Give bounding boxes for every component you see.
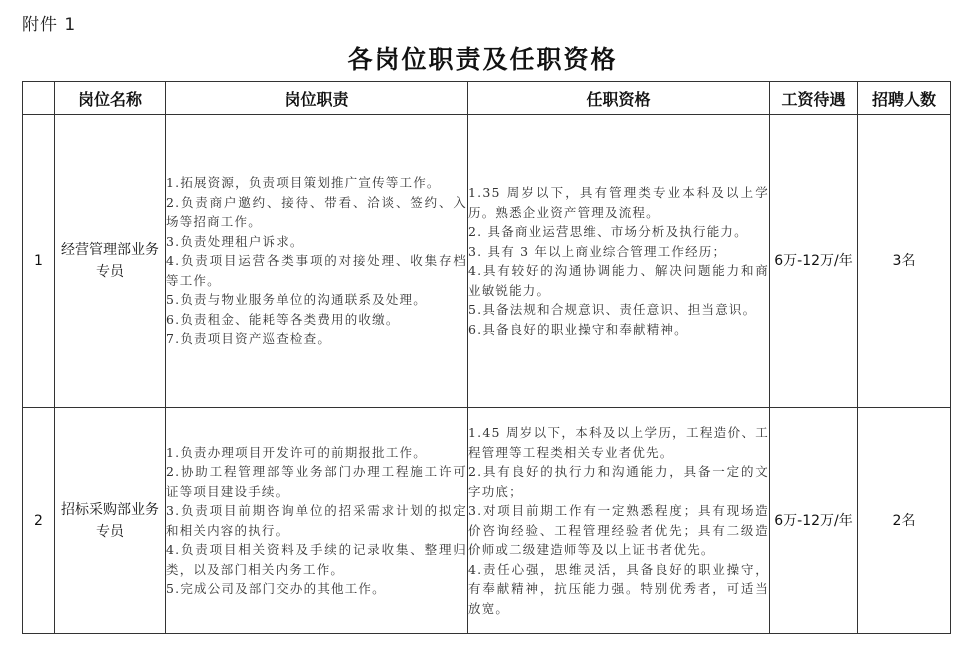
job-table xyxy=(22,81,951,634)
qualification-item: 2.具有良好的执行力和沟通能力，具备一定的文字功底； xyxy=(468,464,769,499)
duty-item: 5.完成公司及部门交办的其他工作。 xyxy=(166,581,386,596)
qualifications-list xyxy=(468,183,769,339)
qualification-item: 5.具备法规和合规意识、责任意识、担当意识。 xyxy=(468,302,757,317)
duty-item: 6.负责租金、能耗等各类费用的收缴。 xyxy=(166,311,400,327)
position-name: 招标采购部业务专员 xyxy=(55,408,166,634)
duty-item: 3.负责处理租户诉求。 xyxy=(166,233,304,249)
qualification-item: 3.对项目前期工作有一定熟悉程度；具有现场造价咨询经验、工程管理经验者优先；具有二级造价师或二级建造师等及以上证书者优先。 xyxy=(468,503,769,557)
table-row xyxy=(23,408,951,634)
table-header-row xyxy=(23,82,951,115)
qualification-item: 4.具有较好的沟通协调能力、解决问题能力和商业敏锐能力。 xyxy=(468,263,769,298)
qualification-item: 6.具备良好的职业操守和奉献精神。 xyxy=(468,321,688,337)
headcount: 2名 xyxy=(858,408,951,634)
duty-item: 4.负责项目运营各类事项的对接处理、收集存档等工作。 xyxy=(166,253,467,288)
column-header-headcount: 招聘人数 xyxy=(858,82,951,115)
qualification-item: 1.35 周岁以下，具有管理类专业本科及以上学历。熟悉企业资产管理及流程。 xyxy=(468,185,769,220)
duty-item: 3.负责项目前期咨询单位的招采需求计划的拟定和相关内容的执行。 xyxy=(166,503,467,538)
column-header-qualifications: 任职资格 xyxy=(468,82,770,115)
qualifications-cell xyxy=(468,115,770,408)
duties-list xyxy=(166,173,467,349)
row-index: 1 xyxy=(23,115,55,408)
duty-item: 2.协助工程管理部等业务部门办理工程施工许可证等项目建设手续。 xyxy=(166,464,467,499)
column-header-salary: 工资待遇 xyxy=(770,82,858,115)
headcount: 3名 xyxy=(858,115,951,408)
page-title: 各岗位职责及任职资格 xyxy=(347,45,618,74)
duty-item: 1.拓展资源，负责项目策划推广宣传等工作。 xyxy=(166,175,441,191)
duties-cell xyxy=(166,115,468,408)
qualification-item: 4.责任心强，思维灵活，具备良好的职业操守，有奉献精神，抗压能力强。特别优秀者，可适当放宽。 xyxy=(468,561,769,616)
qualifications-cell xyxy=(468,408,770,634)
salary: 6万-12万/年 xyxy=(770,408,858,634)
duties-cell xyxy=(166,408,468,634)
position-name: 经营管理部业务专员 xyxy=(55,115,166,408)
qualification-item: 2. 具备商业运营思维、市场分析及执行能力。 xyxy=(468,224,748,239)
duty-item: 5.负责与物业服务单位的沟通联系及处理。 xyxy=(166,292,427,308)
column-header-index xyxy=(23,82,55,115)
row-index: 2 xyxy=(23,408,55,634)
duty-item: 1.负责办理项目开发许可的前期报批工作。 xyxy=(166,444,427,460)
table-row xyxy=(23,115,951,408)
duty-item: 4.负责项目相关资料及手续的记录收集、整理归类，以及部门相关内务工作。 xyxy=(166,542,467,577)
qualifications-list xyxy=(468,423,769,618)
attachment-label: 附件 1 xyxy=(22,15,77,35)
column-header-duties: 岗位职责 xyxy=(166,82,468,115)
qualification-item: 1.45 周岁以下，本科及以上学历，工程造价、工程管理等工程类相关专业者优先。 xyxy=(468,425,769,460)
column-header-position-name: 岗位名称 xyxy=(55,82,166,115)
salary: 6万-12万/年 xyxy=(770,115,858,408)
duty-item: 7.负责项目资产巡查检查。 xyxy=(166,331,332,347)
qualification-item: 3. 具有 3 年以上商业综合管理工作经历； xyxy=(468,243,727,259)
duty-item: 2.负责商户邀约、接待、带看、洽谈、签约、入场等招商工作。 xyxy=(166,194,467,230)
duties-list xyxy=(166,443,467,599)
